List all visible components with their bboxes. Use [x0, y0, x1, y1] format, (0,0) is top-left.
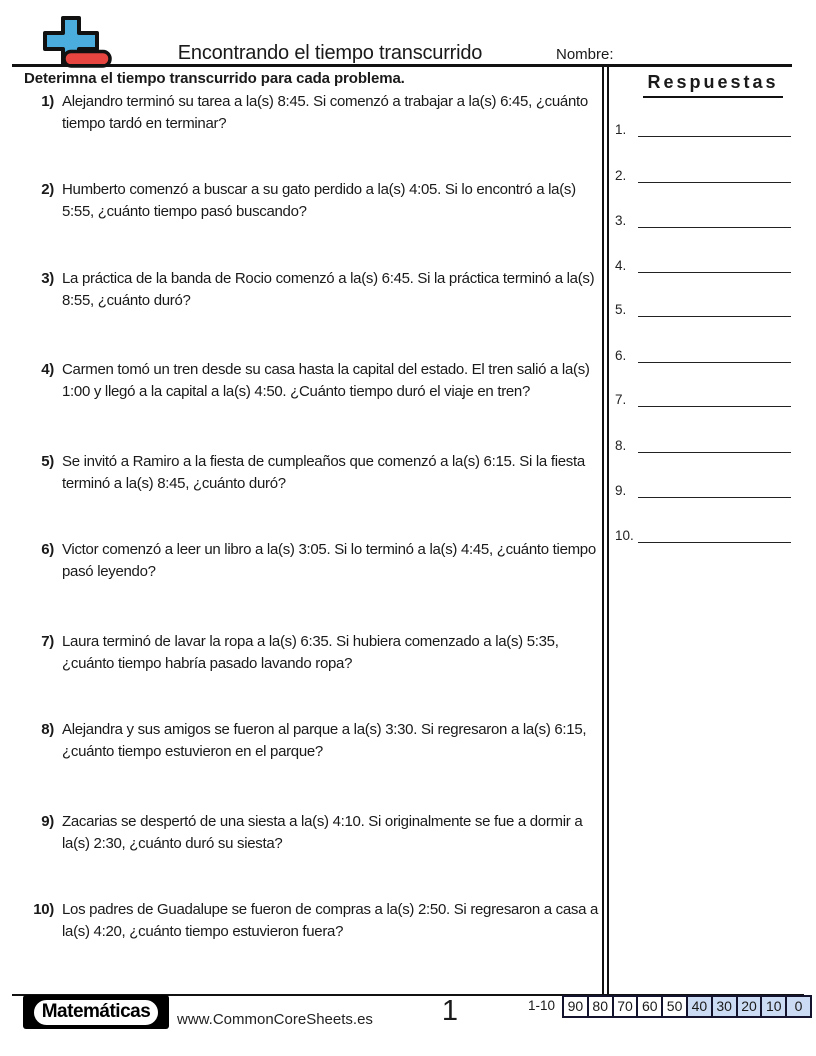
answer-row-5	[610, 299, 816, 317]
answer-row-2	[610, 165, 816, 183]
name-label: Nombre:	[556, 46, 614, 63]
score-cell: 50	[661, 997, 686, 1016]
problem-text: Alejandro terminó su tarea a la(s) 8:45. Si comenzó a trabajar a la(s) 6:45, ¿cuánto tiempo tardó en terminar?	[62, 93, 588, 132]
answer-blank-line[interactable]	[638, 298, 791, 317]
answer-blank-line[interactable]	[638, 164, 791, 183]
problem-number: 6)	[41, 541, 54, 558]
score-range-label: 1-10	[528, 998, 556, 1013]
answer-number: 5.	[615, 302, 627, 317]
problem-text: Victor comenzó a leer un libro a la(s) 3:05. Si lo terminó a la(s) 4:45, ¿cuánto tiempo pasó leyendo?	[62, 541, 596, 580]
problem-6	[28, 539, 600, 582]
answers-title: Respuestas	[610, 72, 816, 98]
score-cell: 10	[760, 997, 785, 1016]
answer-blank-line[interactable]	[638, 388, 791, 407]
answer-row-10	[610, 525, 816, 543]
website-text: www.CommonCoreSheets.es	[177, 1011, 373, 1028]
problem-number: 10)	[33, 901, 54, 918]
answers-sidebar	[610, 66, 816, 994]
answer-blank-line[interactable]	[638, 344, 791, 363]
answer-number: 4.	[615, 258, 627, 273]
problem-number: 2)	[41, 181, 54, 198]
score-cell: 0	[785, 997, 810, 1016]
problem-number: 3)	[41, 270, 54, 287]
problem-text: Humberto comenzó a buscar a su gato perdido a la(s) 4:05. Si lo encontró a la(s) 5:55, ¿cuánto tiempo pasó buscando?	[62, 181, 576, 220]
answer-blank-line[interactable]	[638, 254, 791, 273]
answer-blank-line[interactable]	[638, 118, 791, 137]
brand-badge-label: Matemáticas	[32, 998, 161, 1027]
problem-text: Laura terminó de lavar la ropa a la(s) 6:35. Si hubiera comenzado a la(s) 5:35, ¿cuánto tiempo habría pasado lavando ropa?	[62, 633, 559, 672]
score-cell: 40	[686, 997, 711, 1016]
answer-number: 10.	[615, 528, 634, 543]
answer-row-4	[610, 255, 816, 273]
brand-badge	[23, 995, 169, 1029]
answer-row-7	[610, 389, 816, 407]
answer-blank-line[interactable]	[638, 524, 791, 543]
grading-score-table	[562, 995, 812, 1018]
problem-text: Se invitó a Ramiro a la fiesta de cumpleaños que comenzó a la(s) 6:15. Si la fiesta terminó a la(s) 8:45, ¿cuánto duró?	[62, 453, 585, 492]
answer-number: 6.	[615, 348, 627, 363]
problem-number: 1)	[41, 93, 54, 110]
score-cell: 80	[587, 997, 612, 1016]
answer-row-6	[610, 345, 816, 363]
score-cell: 30	[711, 997, 736, 1016]
instruction-text: Deterimna el tiempo transcurrido para cada problema.	[24, 70, 405, 87]
problem-number: 9)	[41, 813, 54, 830]
problem-3	[28, 268, 600, 311]
score-cell: 20	[736, 997, 761, 1016]
problem-number: 7)	[41, 633, 54, 650]
answer-blank-line[interactable]	[638, 479, 791, 498]
answer-row-1	[610, 119, 816, 137]
page-number: 1	[441, 995, 459, 1027]
problem-text: Zacarias se despertó de una siesta a la(s) 4:10. Si originalmente se fue a dormir a la(s) 2:30, ¿cuánto duró su siesta?	[62, 813, 583, 852]
problem-number: 5)	[41, 453, 54, 470]
page-title: Encontrando el tiempo transcurrido	[177, 42, 483, 64]
problem-10	[28, 899, 600, 942]
problem-number: 8)	[41, 721, 54, 738]
answer-row-8	[610, 435, 816, 453]
problem-text: Los padres de Guadalupe se fueron de compras a la(s) 2:50. Si regresaron a casa a la(s) 4:20, ¿cuánto tiempo estuvieron fuera?	[62, 901, 599, 940]
content-answers-divider	[602, 66, 609, 994]
answer-row-9	[610, 480, 816, 498]
answer-number: 7.	[615, 392, 627, 407]
score-cell: 60	[636, 997, 661, 1016]
problem-1	[28, 91, 600, 134]
problem-text: Alejandra y sus amigos se fueron al parque a la(s) 3:30. Si regresaron a la(s) 6:15, ¿cuánto tiempo estuvieron en el parque?	[62, 721, 587, 760]
problem-5	[28, 451, 600, 494]
problem-number: 4)	[41, 361, 54, 378]
problem-text: La práctica de la banda de Rocio comenzó a la(s) 6:45. Si la práctica terminó a la(s) 8:55, ¿cuánto duró?	[62, 270, 595, 309]
score-cell: 90	[567, 998, 584, 1014]
plus-minus-math-icon	[42, 16, 112, 68]
problem-text: Carmen tomó un tren desde su casa hasta la capital del estado. El tren salió a la(s) 1:00 y llegó a la capital a la(s) 4:50. ¿Cuánto tiempo duró el viaje en tren?	[62, 361, 590, 400]
answer-number: 9.	[615, 483, 627, 498]
problem-4	[28, 359, 600, 402]
answer-blank-line[interactable]	[638, 209, 791, 228]
answer-number: 3.	[615, 213, 627, 228]
score-cell: 70	[612, 997, 637, 1016]
problem-2	[28, 179, 600, 222]
answer-number: 8.	[615, 438, 627, 453]
answer-number: 1.	[615, 122, 627, 137]
answer-row-3	[610, 210, 816, 228]
answer-blank-line[interactable]	[638, 434, 791, 453]
problem-7	[28, 631, 600, 674]
answer-number: 2.	[615, 168, 627, 183]
problem-8	[28, 719, 600, 762]
problem-9	[28, 811, 600, 854]
